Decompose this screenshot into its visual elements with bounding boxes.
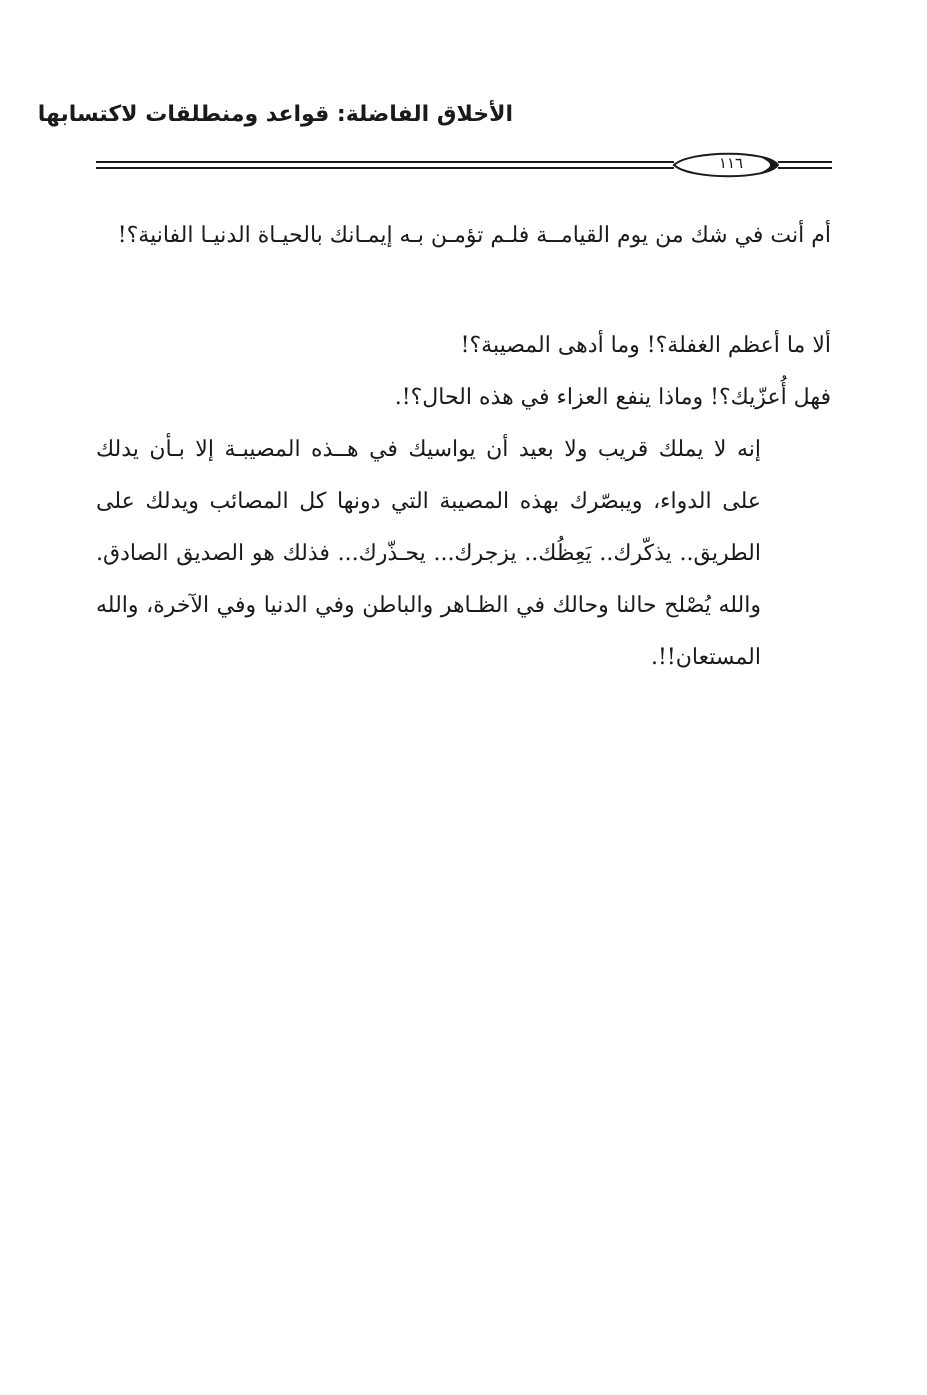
- paragraph-3: فهل أُعزّيك؟! وماذا ينفع العزاء في هذه الحال؟!.: [394, 385, 831, 410]
- paragraph-1: أم أنت في شك من يوم القيامــة فلـم تؤمـن بـه إيمـانك بالحيـاة الدنيـا الفانية؟!: [117, 223, 831, 248]
- paragraph-2: ألا ما أعظم الغفلة؟! وما أدهى المصيبة؟!: [460, 333, 831, 358]
- running-title: الأخلاق الفاضلة: قواعد ومنطلقات لاكتسابها: [37, 102, 513, 127]
- paragraph-4: إنه لا يملك قريب ولا بعيد أن يواسيك في هــذه المصيبـة إلا بـأن يدلك على الدواء، ويبصّرك بهذه المصيبة التي دونها كل المصائب ويدلك على الطريق.. يذكّرك.. يَعِظُك.. يزجرك... يحـذّرك... فذلك هو الصديق الصادق. والله يُصْلح حالنا وحالك في الظـاهر والباطن وفي الدنيا وفي الآخرة، والله المستعان!!.: [96, 437, 761, 670]
- header-rule: [0, 152, 927, 178]
- page-number: ١١٦: [718, 154, 744, 172]
